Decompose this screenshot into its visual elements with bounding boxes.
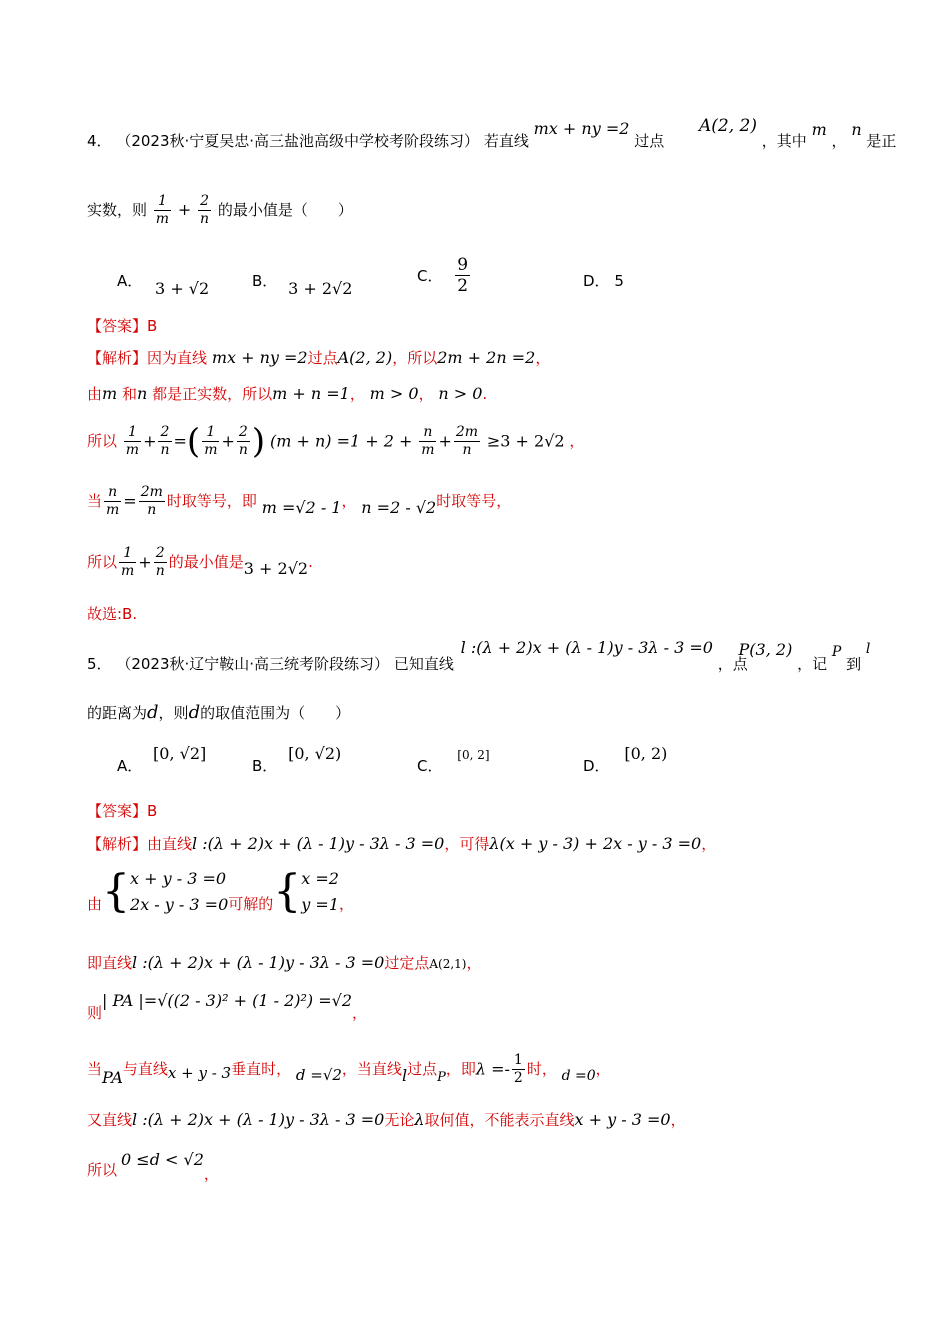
solution-text: 与直线 (122, 1060, 168, 1078)
option-value: [0, √2) (288, 744, 342, 763)
math: x + y - 3 =0 (574, 1110, 671, 1129)
q5-option-a[interactable] (117, 743, 207, 775)
solution-text: 可解的 (228, 894, 274, 913)
math: λ(x + y - 3) + 2x - y - 3 =0 (489, 834, 702, 853)
solution-text: 又直线 (87, 1111, 133, 1129)
q4-option-a[interactable] (117, 270, 210, 298)
q4-solution-line3 (87, 421, 585, 462)
q5-stem-text: ，点 (717, 655, 748, 673)
solution-heading: 【解析】 (87, 835, 148, 853)
q4-option-c[interactable] (417, 255, 472, 296)
solution-text: 无论 (384, 1111, 415, 1129)
math: d =√2 (295, 1066, 342, 1084)
q4-answer: 【答案】B (87, 317, 158, 335)
q5-stem-text: 的取值范围为（ ） (200, 704, 351, 722)
solution-text: ， (535, 349, 551, 367)
q5-stem-text: 到 (846, 655, 862, 673)
q4-solution-line1 (87, 350, 550, 366)
q4-solution-line2 (87, 386, 487, 402)
option-value: [0, 2) (624, 744, 668, 763)
q5-var-d: d (188, 702, 201, 723)
option-label: B． (252, 272, 278, 290)
solution-text: 垂直时， (231, 1060, 292, 1078)
q5-option-d[interactable] (583, 743, 668, 775)
solution-text: ，即 (445, 1060, 476, 1078)
solution-text: 当 (87, 492, 103, 510)
math: A(2,1) (429, 957, 467, 971)
solution-text: 所以 (87, 432, 118, 450)
solution-text: 的最小值是 (168, 553, 244, 571)
solution-text: ，可得 (444, 835, 490, 853)
q5-option-c[interactable] (417, 743, 490, 775)
q5-line-equation: l :(λ + 2)x + (λ - 1)y - 3λ - 3 =0 (460, 638, 713, 657)
math: l (401, 1065, 408, 1085)
math: m + n =1 (272, 384, 350, 403)
solution-text: 过点 (307, 349, 338, 367)
solution-heading: 【解析】 (87, 349, 148, 367)
solution-text: 当 (87, 1060, 103, 1078)
math: P (437, 1070, 446, 1085)
solution-text: ， (466, 954, 482, 972)
math: d =0 (561, 1067, 596, 1084)
q5-source: （2023秋·辽宁鞍山·高三统考阶段练习） (116, 655, 390, 673)
math-fraction: $\frac{1}{2}$ (513, 1052, 523, 1086)
solution-text: ， (569, 432, 585, 450)
equation-system-2: x =2 y =1 (301, 869, 339, 914)
math: PA (102, 1067, 123, 1087)
solution-text: . (482, 385, 488, 403)
q4-option-d[interactable] (583, 270, 624, 291)
q5-stem-line1 (87, 636, 870, 676)
solution-text: 由 (87, 894, 103, 913)
q4-plus: + (177, 200, 192, 219)
solution-text: 时取等号， (436, 492, 512, 510)
option-value: 5 (614, 272, 624, 290)
q4-stem-text: 若直线 (483, 132, 529, 150)
math: 2m + 2n =2 (437, 348, 536, 367)
solution-text: 时取等号，即 (166, 492, 257, 510)
math: A(2, 2) (337, 348, 393, 367)
equation-system-1: x + y - 3 =0 2x - y - 3 =0 (130, 869, 229, 914)
q4-solution-line5: 所以 $\frac{1}{m}$ + $\frac{2}{n}$ 的最小值是3 + 2√2. (87, 545, 313, 579)
solution-text: 过定点 (384, 954, 430, 972)
option-value: [0, √2] (153, 744, 207, 763)
q5-solution-line2: 由{ x + y - 3 =0 2x - y - 3 =0 可解的{ x =2 y =1 ， (87, 866, 355, 917)
q4-solution-line4: 当 $\frac{n}{m}$ = $\frac{2m}{n}$ 时取等号，即 m =√2 - 1， n =2 - √2时取等号， (87, 484, 512, 518)
q5-stem-text: 的距离为 (87, 704, 148, 722)
math: x + y - 3 (167, 1064, 232, 1082)
math: 0 ≤d < √2 (121, 1150, 204, 1169)
math: m =√2 - 1 (261, 497, 342, 517)
option-label: D． (583, 272, 610, 290)
solution-text: 由直线 (147, 835, 193, 853)
solution-text: 因为直线 (147, 349, 208, 367)
q5-stem-text: ，则 (158, 704, 189, 722)
solution-text: ，所以 (392, 349, 438, 367)
q4-number: 4． (87, 132, 112, 150)
option-value-fraction: $\frac{9}{2}$ (457, 255, 469, 296)
solution-text: ， (670, 1111, 686, 1129)
solution-text: 和 (121, 385, 137, 403)
q4-final-choice: 故选:B. (87, 605, 138, 623)
q4-fraction-1-over-m: $\frac{1}{m}$ (155, 193, 170, 227)
solution-text: 则 (87, 1004, 103, 1022)
option-value: 3 + 2√2 (288, 279, 353, 298)
math: n (136, 384, 148, 403)
q5-solution-line6 (87, 1112, 686, 1128)
math: m (102, 384, 118, 403)
q4-stem-line2 (87, 193, 353, 228)
math: m > 0 (369, 384, 419, 403)
q4-stem-text: 是正 (866, 132, 897, 150)
option-label: A． (117, 272, 143, 290)
solution-text: ， (595, 1060, 611, 1078)
option-label: C． (417, 757, 443, 775)
q5-stem-line2 (87, 704, 350, 722)
solution-text: 所以 (87, 553, 118, 571)
solution-text: 都是正实数，所以 (152, 385, 273, 403)
math: n =2 - √2 (361, 497, 437, 517)
q5-number: 5． (87, 655, 112, 673)
solution-text: 即直线 (87, 954, 133, 972)
q5-solution-line7 (87, 1150, 219, 1183)
q5-option-b[interactable] (252, 743, 342, 775)
solution-text: ， (701, 835, 717, 853)
solution-text: ，当直线 (341, 1060, 402, 1078)
q4-point: A(2, 2) (699, 116, 757, 136)
solution-text: ， (352, 1004, 368, 1022)
q5-var-d: d (147, 702, 159, 723)
solution-text: . (308, 553, 313, 571)
solution-text: 由 (87, 385, 103, 403)
math: λ =- (475, 1059, 510, 1079)
math: | PA |=√((2 - 3)² + (1 - 2)²) =√2 (102, 991, 353, 1010)
q4-stem-text: 过点 (634, 132, 665, 150)
solution-text: 所以 (87, 1161, 118, 1179)
q4-line-equation: mx + ny =2 (533, 119, 630, 138)
math: n > 0 (438, 384, 483, 403)
math-expression: $\frac{1}{m}$ + $\frac{2}{n}$ =( $\frac{1}{m}$ + $\frac{2}{n}$ ) (m + n) =1 + 2 + $\frac{n}{m}$ + $\frac{2m}{n}$ ≥3 + 2√2 (125, 421, 565, 462)
solution-text: ， (418, 385, 434, 403)
solution-text: ， (203, 1165, 219, 1183)
q5-point: P(3, 2) (738, 640, 793, 659)
solution-text: 过点 (407, 1060, 438, 1078)
solution-text: ， (339, 894, 355, 913)
math: l :(λ + 2)x + (λ - 1)y - 3λ - 3 =0 (192, 834, 445, 853)
q4-source: （2023秋·宁夏吴忠·高三盐池高级中学校考阶段练习） (116, 132, 480, 150)
math: mx + ny =2 (211, 348, 308, 367)
q5-answer: 【答案】B (87, 802, 158, 820)
q5-var-l: l (865, 641, 871, 657)
q4-var-n: n (851, 120, 862, 139)
q4-option-b[interactable] (252, 270, 353, 298)
q4-fraction-2-over-n: $\frac{2}{n}$ (200, 193, 210, 227)
solution-text: ， (341, 492, 357, 510)
math: l :(λ + 2)x + (λ - 1)y - 3λ - 3 =0 (132, 953, 385, 972)
q5-stem-text: ，记 (797, 655, 828, 673)
q4-stem-text: 的最小值是（ ） (217, 201, 353, 219)
q5-solution-line4 (87, 991, 368, 1022)
q4-comma: ， (831, 132, 847, 150)
option-label: B． (252, 757, 278, 775)
option-value: 3 + √2 (155, 279, 210, 298)
math: 3 + 2√2 (243, 558, 309, 578)
q4-stem-text: ，其中 (761, 132, 807, 150)
q5-solution-line3 (87, 955, 482, 971)
math: l :(λ + 2)x + (λ - 1)y - 3λ - 3 =0 (132, 1110, 385, 1129)
q4-stem-text: 实数，则 (87, 201, 148, 219)
q5-solution-line1 (87, 836, 716, 852)
solution-text: ， (349, 385, 365, 403)
q5-solution-line5 (87, 1052, 611, 1087)
option-label: C． (417, 267, 443, 285)
option-value: [0, 2] (457, 748, 490, 762)
option-label: A． (117, 757, 143, 775)
q5-stem-text: 已知直线 (393, 655, 454, 673)
q5-var-p: P (831, 644, 842, 660)
q4-var-m: m (811, 120, 827, 139)
q4-stem-line1 (87, 118, 896, 158)
option-label: D． (583, 757, 610, 775)
math: λ (414, 1110, 425, 1129)
solution-text: 时， (526, 1060, 557, 1078)
solution-text: 取何值，不能表示直线 (424, 1111, 575, 1129)
